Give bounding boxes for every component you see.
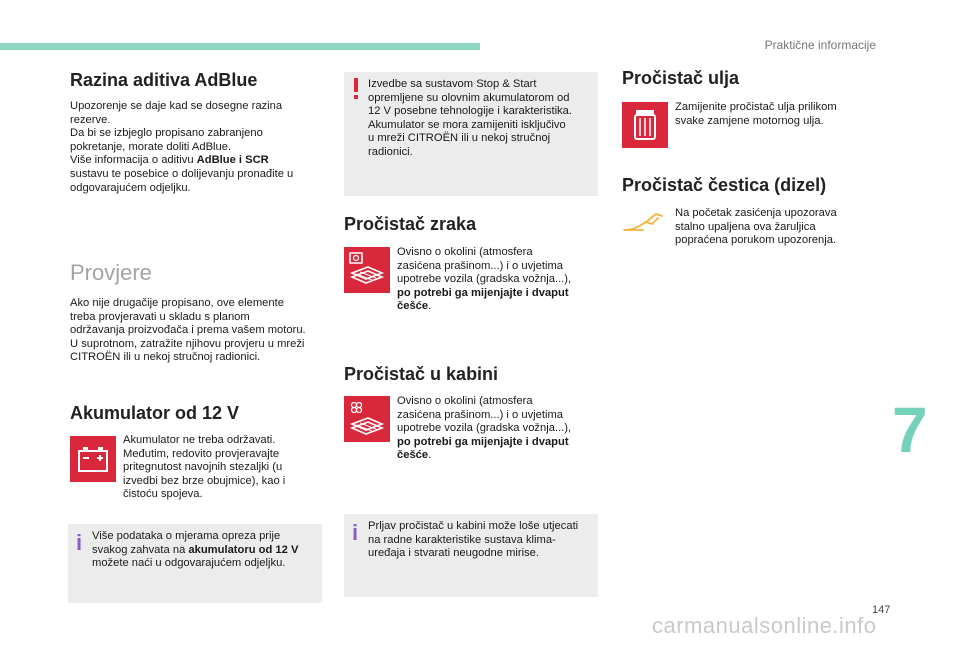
kabina-text — [397, 395, 597, 463]
watermark: carmanualsonline.info — [652, 613, 877, 638]
provjere-text — [70, 297, 330, 365]
provjere-line: Ako nije drugačije propisano, ove elemente — [70, 297, 284, 309]
provjere-line: treba provjeravati u skladu s planom — [70, 310, 250, 323]
akumulator-line: izvedbi bez brze obujmice), kao i — [123, 474, 286, 487]
adblue-line: Upozorenje se daje kad se dosegne razina — [70, 100, 283, 112]
akumulator-line: Međutim, redovito provjeravajte — [123, 447, 280, 460]
kabina-title: Pročistač u kabini — [344, 364, 499, 384]
ulje-title: Pročistač ulja — [622, 68, 740, 88]
cestica-line: Na početak zasićenja upozorava — [675, 207, 837, 219]
info-line: uređaja i stvarati neugodne mirise. — [368, 547, 540, 560]
kabina-line — [397, 449, 597, 463]
zrak-text — [397, 246, 597, 314]
kabina-info-text — [368, 520, 596, 561]
adblue-line: sustavu te posebice o dolijevanju pronađite u — [70, 167, 294, 180]
akumulator-line: pritegnutost navojnih stezaljki (u — [123, 461, 283, 474]
warning-icon — [352, 78, 360, 100]
cestica-line: popraćena porukom upozorenja. — [675, 234, 837, 247]
akumulator-info-box — [68, 524, 322, 603]
kabina-bold: češće — [397, 449, 429, 462]
cestica-title: Pročistač čestica (dizel) — [622, 175, 827, 195]
akumulator-line: Akumulator ne treba održavati. — [123, 434, 276, 446]
adblue-title: Razina aditiva AdBlue — [70, 70, 258, 90]
info-line: Prljav pročistač u kabini može loše utjecati — [368, 520, 579, 532]
kabina-end: . — [428, 449, 432, 462]
zrak-line — [397, 300, 597, 314]
air-filter-icon — [344, 247, 390, 293]
warning-line: u mreži CITROËN ili u nekoj stručnoj — [368, 132, 551, 145]
provjere-line: CITROËN ili u nekoj stručnoj radionici. — [70, 351, 261, 364]
adblue-text-part: Više informacija o aditivu — [70, 154, 197, 167]
header-accent-bar — [0, 43, 480, 50]
kabina-info-box — [344, 514, 598, 597]
ulje-text — [675, 101, 875, 128]
oil-filter-icon — [622, 102, 668, 148]
warning-line: 12 V posebne tehnologije i karakteristika. — [368, 105, 572, 118]
warning-line: Izvedbe sa sustavom Stop & Start — [368, 78, 537, 90]
adblue-line: odgovarajućem odjeljku. — [70, 181, 191, 194]
info-line — [92, 544, 318, 558]
zrak-bold: češće — [397, 300, 429, 313]
adblue-bold: AdBlue i SCR — [196, 154, 269, 167]
battery-icon — [70, 436, 116, 482]
provjere-title: Provjere — [70, 260, 152, 285]
adblue-line: Da bi se izbjeglo propisano zabranjeno — [70, 127, 263, 140]
info-line: možete naći u odgovarajućem odjeljku. — [92, 557, 286, 570]
page-header-title: Praktične informacije — [764, 38, 876, 52]
kabina-line — [397, 436, 597, 450]
info-line: Više podataka o mjerama opreza prije — [92, 530, 281, 542]
page-number: 147 — [872, 604, 891, 616]
info-text-part: svakog zahvata na — [92, 543, 189, 556]
kabina-line: upotrebe vozila (gradska vožnja...), — [397, 422, 572, 435]
info-icon: i — [352, 520, 359, 545]
warning-line: radionici. — [368, 145, 413, 158]
ulje-line: svake zamjene motornog ulja. — [675, 114, 824, 127]
info-bold: akumulatoru od 12 V — [188, 543, 299, 556]
adblue-line: pokretanje, morate doliti AdBlue. — [70, 140, 232, 153]
particle-filter-warning-icon — [622, 210, 664, 234]
akumulator-text — [123, 434, 323, 502]
chapter-number: 7 — [892, 394, 928, 466]
zrak-line: upotrebe vozila (gradska vožnja...), — [397, 273, 572, 286]
zrak-line: zasićena prašinom...) i o uvjetima — [397, 259, 564, 272]
provjere-line: U suprotnom, zatražite njihovu provjeru u mreži — [70, 337, 305, 350]
kabina-line: zasićena prašinom...) i o uvjetima — [397, 408, 564, 421]
kabina-bold: po potrebi ga mijenjajte i dvaput — [397, 435, 569, 448]
cabin-filter-icon — [344, 396, 390, 442]
warning-line: opremljene su olovnim akumulatorom od — [368, 91, 570, 104]
zrak-line: Ovisno o okolini (atmosfera — [397, 246, 533, 258]
warning-line: Akumulator se mora zamijeniti isključivo — [368, 118, 566, 131]
stop-start-warning-box — [344, 72, 598, 196]
adblue-text — [70, 100, 330, 195]
zrak-line — [397, 287, 597, 301]
kabina-line: Ovisno o okolini (atmosfera — [397, 395, 533, 407]
info-icon: i — [76, 530, 83, 555]
zrak-title: Pročistač zraka — [344, 214, 477, 234]
adblue-line: rezerve. — [70, 113, 111, 126]
zrak-end: . — [428, 300, 432, 313]
stop-start-warning-text — [368, 78, 594, 160]
provjere-line: održavanja proizvođača i prema vašem motoru. — [70, 324, 306, 337]
ulje-line: Zamijenite pročistač ulja prilikom — [675, 101, 837, 113]
cestica-text — [675, 207, 875, 248]
info-line: na radne karakteristike sustava klima- — [368, 533, 556, 546]
akumulator-line: čistoću spojeva. — [123, 488, 203, 501]
akumulator-info-text — [92, 530, 318, 571]
adblue-line — [70, 154, 330, 168]
akumulator-title: Akumulator od 12 V — [70, 403, 240, 423]
zrak-bold: po potrebi ga mijenjajte i dvaput — [397, 286, 569, 299]
cestica-line: stalno upaljena ova žaruljica — [675, 220, 816, 233]
